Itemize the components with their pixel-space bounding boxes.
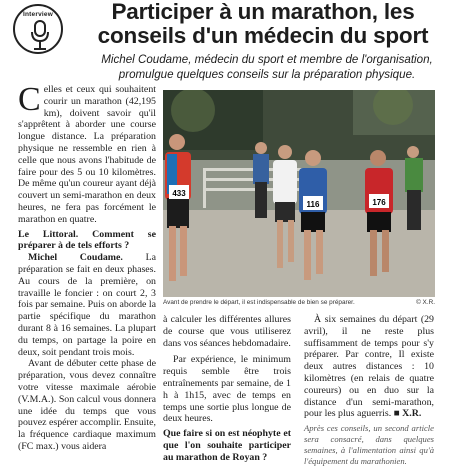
- question-1: Le Littoral. Comment se préparer à de tels efforts ?: [18, 228, 156, 252]
- author-signature: X.R.: [402, 408, 422, 420]
- bib-176-number: 176: [372, 198, 386, 207]
- end-mark: ■: [393, 408, 400, 420]
- column-2: [163, 314, 291, 464]
- intro-text: elles et ceux qui souhaitent courir un marathon (42,195 km), doivent savoir qu'il s'apprêtent à aborder une course longue distance. La préparation physique ne ressemble en rien à celle que nous avons l'habitude de faire pour des 5 ou 10 kilomètres. De même qu'un coureur ayant déjà couvert un semi-marathon en deux heures, ne fera pas forcément le marathon en quatre.: [18, 84, 156, 225]
- column-3: [304, 314, 434, 467]
- article-subtitle: Michel Coudame, médecin du sport et membre de l'organisation, promulgue quelques conseils sur la préparation physique.: [101, 53, 433, 81]
- column-1: [18, 81, 156, 453]
- interview-badge: [13, 4, 63, 54]
- question-2: Que faire si on est néophyte et que l'on souhaite participer au marathon de Royan ?: [163, 428, 291, 463]
- paragraph-2: Avant de débuter cette phase de préparation, vous devez connaître votre vitesse maximale aérobie (V.M.A.). Son calcul vous donnera une idée du temps que vous pouvez espérer accomplir. Ensuite, la fréquence cardiaque maximum (FC max.) vous aidera: [18, 358, 156, 452]
- speaker-name: Michel Coudame.: [28, 252, 123, 264]
- marathon-photo: [163, 90, 435, 297]
- drop-cap: C: [18, 81, 41, 118]
- runners-illustration: [163, 90, 435, 297]
- article-title: Participer à un marathon, les conseils d'un médecin du sport: [97, 0, 429, 48]
- interview-label: Interview: [23, 11, 53, 18]
- caption-text: Avant de prendre le départ, il est indispensable de bien se préparer.: [163, 299, 355, 306]
- answer-1: [18, 252, 156, 358]
- photo-caption: [163, 299, 435, 306]
- column-3-text: À six semaines du départ (29 avril), il ne reste plus suffisamment de temps pour s'y préparer. Par contre, Il existe deux autres distances : 10 kilomètres (en relais de quatre coureurs) ou en duo sur la distance d'un semi-marathon, pour les plus aguerris.: [304, 314, 434, 420]
- column-2-paragraph-2: Par expérience, le minimum requis semble être trois entraînements par semaine, de 1 h à 1h15, avec de temps en temps une sortie plus longue de deux heures.: [163, 354, 291, 425]
- bib-116-number: 116: [306, 200, 320, 209]
- bib-433-number: 433: [172, 189, 186, 198]
- answer-1-text: La préparation se fait en deux phases. Au cours de la première, on travaille le foncier : on court 2, 3 fois par semaine. Puis on aborde la partie spécifique du marathon durant 8 à 16 semaines. La plupart du temps, on partage la poire en deux, soit pendant trois mois.: [18, 252, 156, 358]
- microphone-icon: [28, 20, 52, 52]
- intro-paragraph: [18, 81, 156, 226]
- footnote: Après ces conseils, un second article sera consacré, dans quelques semaines, à l'alimentation ainsi qu'à l'équipement du marathonien.: [304, 423, 434, 467]
- photo-credit: © X.R.: [416, 299, 435, 306]
- column-3-paragraph: [304, 314, 434, 420]
- column-2-paragraph-1: à calculer les différentes allures de course que vous utiliserez dans vos séances hebdomadaire.: [163, 314, 291, 349]
